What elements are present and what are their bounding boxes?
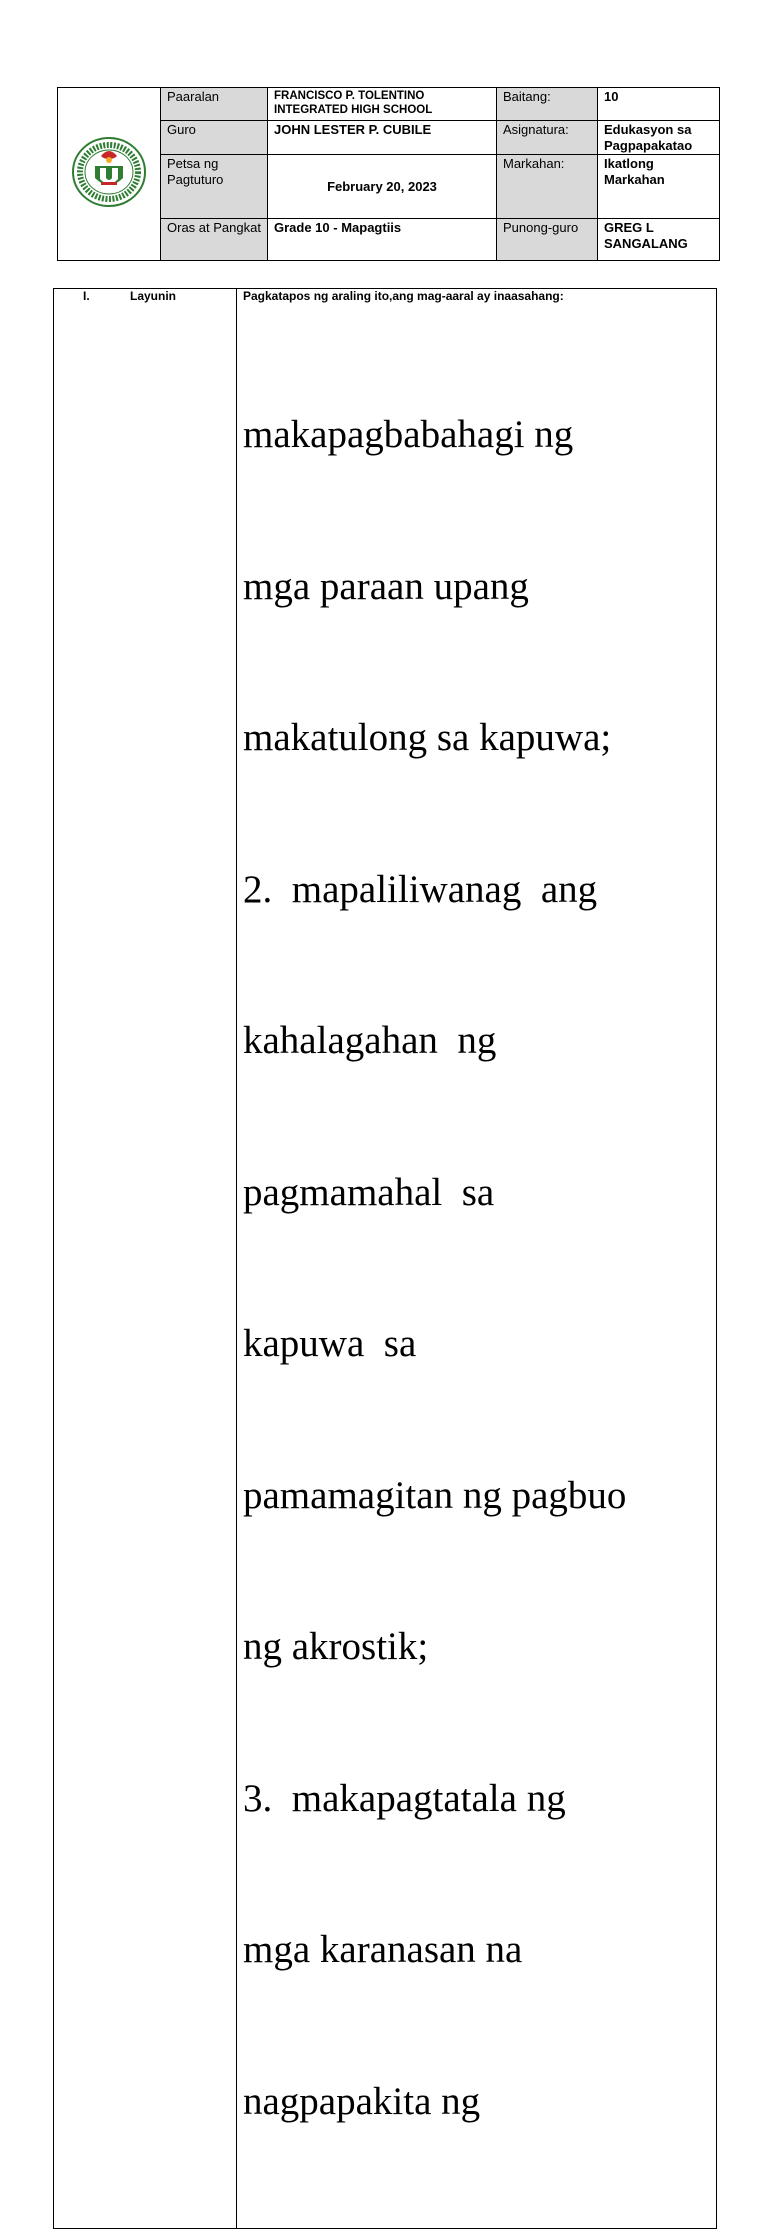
principal-label: Punong-guro — [497, 219, 598, 261]
principal-name: GREG L SANGALANG — [598, 219, 720, 261]
objective-line: mga paraan upang — [243, 564, 529, 608]
objective-line: pamamagitan ng pagbuo — [243, 1473, 627, 1517]
section-numeral: I. — [83, 289, 90, 303]
date-label: Petsa ng Pagtuturo — [161, 155, 268, 219]
school-label: Paaralan — [161, 88, 268, 121]
date-value: February 20, 2023 — [268, 155, 497, 219]
subject-value: Edukasyon sa Pagpapakatao — [598, 121, 720, 155]
lesson-header-table — [57, 87, 720, 261]
objective-line: mga karanasan na — [243, 1928, 523, 1971]
objectives-table — [53, 288, 717, 2229]
objectives-heading-cell — [54, 289, 237, 2229]
grade-label: Baitang: — [497, 88, 598, 121]
quarter-label: Markahan: — [497, 155, 598, 219]
school-seal-icon — [71, 136, 147, 208]
school-name: FRANCISCO P. TOLENTINO INTEGRATED HIGH SCHOOL — [268, 88, 497, 121]
section-value: Grade 10 - Mapagtiis — [268, 219, 497, 261]
logo-cell — [58, 88, 161, 261]
objective-line: makatulong sa kapuwa; — [243, 716, 612, 759]
objective-line: ng akrostik; — [243, 1625, 429, 1668]
section-heading: Layunin — [130, 289, 177, 303]
objective-line: 2. mapaliliwanag ang — [243, 867, 598, 911]
objective-line: makapagbabahagi ng — [243, 413, 574, 456]
objective-line: kapuwa sa — [243, 1322, 417, 1365]
objective-line: kahalagahan ng — [243, 1019, 497, 1062]
time-label: Oras at Pangkat — [161, 219, 268, 261]
teacher-label: Guro — [161, 121, 268, 155]
objectives-text — [243, 309, 716, 2228]
objectives-content-cell — [237, 289, 717, 2229]
objective-line: pagmamahal sa — [243, 1170, 495, 1214]
quarter-value: Ikatlong Markahan — [598, 155, 720, 219]
objective-line: nagpapakita ng — [243, 2079, 481, 2123]
objectives-intro: Pagkatapos ng araling ito,ang mag-aaral ay inaasahang: — [243, 289, 564, 303]
grade-value: 10 — [598, 88, 720, 121]
teacher-name: JOHN LESTER P. CUBILE — [268, 121, 497, 155]
objective-line: 3. makapagtatala ng — [243, 1776, 566, 1820]
subject-label: Asignatura: — [497, 121, 598, 155]
